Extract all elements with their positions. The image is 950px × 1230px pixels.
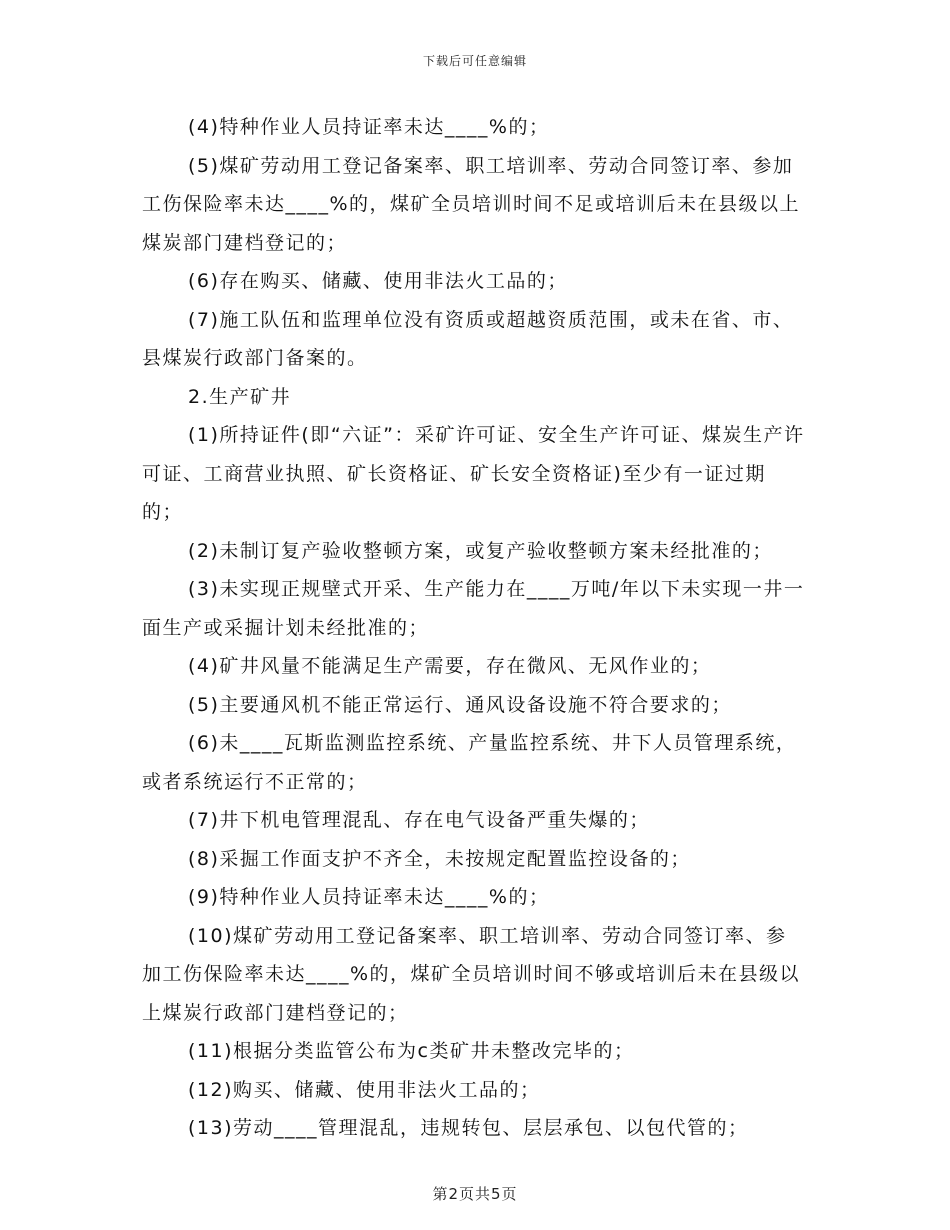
document-body	[142, 108, 806, 1148]
paragraph: (3)未实现正规壁式开采、生产能力在____万吨/年以下未实现一井一面生产或采掘计划未经批准的；	[142, 578, 805, 639]
paragraph: (4)特种作业人员持证率未达____%的；	[188, 116, 550, 138]
paragraph: (12)购买、储藏、使用非法火工品的；	[188, 1078, 541, 1101]
paragraph: (6)存在购买、储藏、使用非法火工品的；	[188, 270, 568, 292]
paragraph: (13)劳动____管理混乱，违规转包、层层承包、以包代管的；	[188, 1117, 749, 1139]
paragraph: (11)根据分类监管公布为c类矿井未整改完毕的；	[188, 1040, 635, 1062]
page-number: 第2页共5页	[432, 1185, 518, 1203]
header-note: 下载后可任意编辑	[422, 54, 527, 68]
paragraph: (10)煤矿劳动用工登记备案率、职工培训率、劳动合同签订率、参加工伤保险率未达____%的，煤矿全员培训时间不够或培训后未在县级以上煤炭行政部门建档登记的；	[142, 924, 801, 1024]
paragraph: (6)未____瓦斯监测监控系统、产量监控系统、井下人员管理系统，或者系统运行不正常的；	[142, 732, 797, 793]
paragraph: (7)施工队伍和监理单位没有资质或超越资质范围，或未在省、市、县煤炭行政部门备案的。	[142, 308, 794, 369]
paragraph: (5)煤矿劳动用工登记备案率、职工培训率、劳动合同签订率、参加工伤保险率未达____%的，煤矿全员培训时间不足或培训后未在县级以上煤炭部门建档登记的；	[142, 154, 801, 254]
paragraph: (2)未制订复产验收整顿方案，或复产验收整顿方案未经批准的；	[188, 539, 773, 562]
paragraph: (9)特种作业人员持证率未达____%的；	[188, 886, 550, 908]
paragraph: (4)矿井风量不能满足生产需要，存在微风、无风作业的；	[188, 655, 712, 677]
paragraph: (5)主要通风机不能正常运行、通风设备设施不符合要求的；	[188, 693, 732, 716]
paragraph: (8)采掘工作面支护不齐全，未按规定配置监控设备的；	[188, 847, 691, 870]
paragraph: (7)井下机电管理混乱、存在电气设备严重失爆的；	[188, 809, 650, 831]
paragraph: (1)所持证件(即“六证”：采矿许可证、安全生产许可证、煤炭生产许可证、工商营业执照、矿长资格证、矿长安全资格证)至少有一证过期的；	[142, 424, 805, 523]
section-heading: 2.生产矿井	[188, 385, 292, 408]
